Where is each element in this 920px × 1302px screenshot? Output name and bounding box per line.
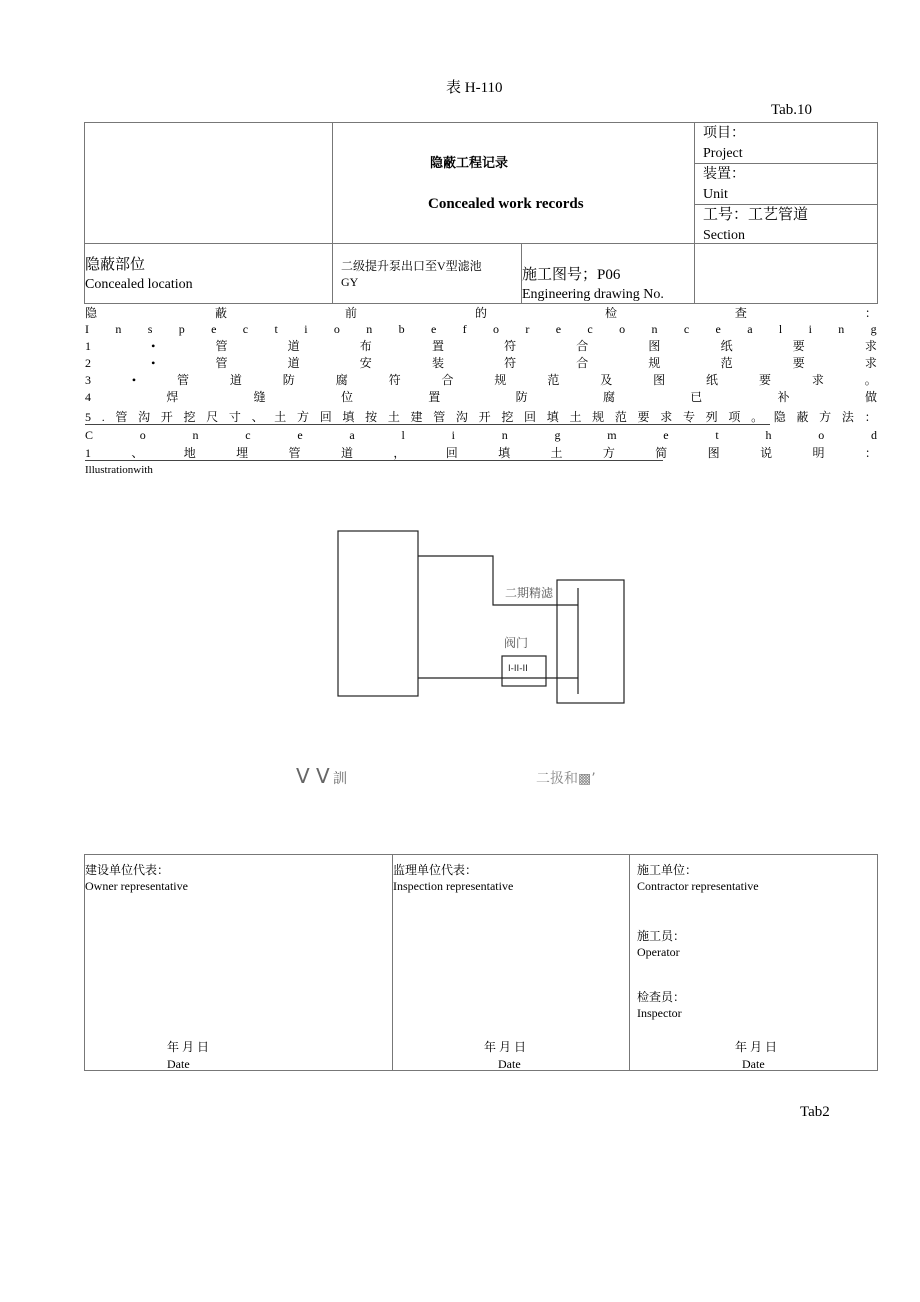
text-char: 腐: [335, 373, 348, 387]
text-char: t: [715, 428, 719, 442]
text-char: 。: [864, 373, 877, 387]
text-char: 寸: [228, 410, 241, 424]
text-char: 管: [288, 446, 301, 460]
text-char: 要: [758, 373, 771, 387]
text-char: 已: [690, 390, 703, 404]
text-char: 布: [359, 339, 372, 353]
unit-label-en: Unit: [703, 187, 728, 202]
text-char: 要: [792, 356, 805, 370]
contractor-label-cn: 施工单位：: [637, 863, 698, 877]
text-char: g: [870, 322, 877, 336]
text-char: 范: [614, 410, 627, 424]
text-char: n: [501, 428, 508, 442]
text-char: 法: [841, 410, 854, 424]
text-char: •: [151, 356, 156, 370]
text-char: e: [663, 428, 669, 442]
drawing-label-en: Engineering drawing No.: [522, 287, 664, 302]
text-char: 及: [600, 373, 613, 387]
text-char: n: [838, 322, 845, 336]
text-char: 管: [176, 373, 189, 387]
text-char: 土: [274, 410, 287, 424]
text-char: g: [554, 428, 561, 442]
text-char: 沟: [138, 410, 151, 424]
operator-label-en: Operator: [637, 945, 680, 959]
text-char: 专: [682, 410, 695, 424]
text-char: •: [131, 373, 137, 387]
text-char: 置: [428, 390, 441, 404]
text-char: 图: [648, 339, 661, 353]
contractor-date-cn: 年 月 日: [735, 1040, 778, 1054]
text-char: e: [430, 322, 437, 336]
text-char: l: [401, 428, 405, 442]
text-char: 土: [387, 410, 400, 424]
text-char: 求: [864, 339, 877, 353]
text-char: 填: [546, 410, 559, 424]
text-char: 建: [410, 410, 423, 424]
text-char: 纸: [706, 373, 719, 387]
text-char: o: [818, 428, 825, 442]
text-char: t: [274, 322, 278, 336]
pump-box: [338, 531, 418, 696]
text-char: 符: [388, 373, 401, 387]
text-char: n: [366, 322, 373, 336]
contractor-date-en: Date: [742, 1057, 765, 1071]
text-char: 道: [340, 446, 353, 460]
text-char: i: [304, 322, 308, 336]
text-char: 4: [85, 390, 91, 404]
text-char: 土: [550, 446, 563, 460]
inspection-date-en: Date: [498, 1057, 521, 1071]
text-char: 范: [720, 356, 733, 370]
text-char: 、: [131, 446, 144, 460]
text-char: 检: [604, 306, 617, 320]
contractor-label-en: Contractor representative: [637, 879, 759, 893]
inspection-date-cn: 年 月 日: [484, 1040, 527, 1054]
text-char: i: [808, 322, 812, 336]
tab-bottom-label: Tab2: [800, 1104, 830, 1120]
text-char: 图: [707, 446, 720, 460]
text-char: 1: [85, 446, 91, 460]
text-char: 方: [819, 410, 832, 424]
text-char: ：: [864, 446, 877, 460]
text-char: 管: [215, 356, 228, 370]
text-char: 填: [498, 446, 511, 460]
text-char: 方: [602, 446, 615, 460]
text-char: 隐: [85, 306, 98, 320]
text-char: C: [85, 428, 94, 442]
tab-top-label: Tab.10: [771, 102, 813, 118]
location-label-en: Concealed location: [85, 277, 193, 292]
text-char: 列: [705, 410, 718, 424]
text-char: d: [870, 428, 877, 442]
drawing-label-cn: 施工图号；P06: [522, 267, 621, 283]
text-char: 求: [660, 410, 673, 424]
text-char: 道: [287, 339, 300, 353]
text-char: 3: [85, 373, 91, 387]
project-label-cn: 项目：: [703, 126, 745, 141]
text-char: 回: [319, 410, 332, 424]
illustration-label: Illustrationwith: [85, 464, 153, 476]
text-char: 回: [524, 410, 537, 424]
title-cn: 隐蔽工程记录: [430, 156, 509, 171]
text-char: 规: [648, 356, 661, 370]
text-char: 符: [504, 339, 517, 353]
text-char: 前: [344, 306, 357, 320]
text-char: 防: [515, 390, 528, 404]
text-char: o: [333, 322, 340, 336]
text-char: e: [211, 322, 217, 336]
text-char: ，: [393, 446, 406, 460]
text-char: e: [555, 322, 562, 336]
text-char: 焊: [166, 390, 179, 404]
inspection-rep-label-en: Inspection representative: [393, 879, 514, 893]
text-char: 明: [812, 446, 825, 460]
text-char: 缝: [253, 390, 266, 404]
text-char: c: [242, 322, 249, 336]
text-char: n: [115, 322, 122, 336]
text-char: 规: [494, 373, 507, 387]
diagram-label-fitting: I-II-II: [508, 664, 528, 674]
text-char: 简: [655, 446, 668, 460]
diagram-label-upper: 二期精滤: [505, 586, 554, 600]
text-char: o: [493, 322, 500, 336]
text-char: 位: [340, 390, 353, 404]
owner-label-en: Owner representative: [85, 879, 188, 893]
text-char: p: [178, 322, 185, 336]
text-char: i: [451, 428, 455, 442]
text-char: 隐: [773, 410, 786, 424]
text-char: 置: [431, 339, 444, 353]
owner-date-cn: 年 月 日: [167, 1040, 210, 1054]
text-char: 合: [576, 356, 589, 370]
text-char: 说: [760, 446, 773, 460]
text-char: 的: [474, 306, 487, 320]
text-char: e: [297, 428, 303, 442]
text-char: 要: [637, 410, 650, 424]
text-char: 合: [576, 339, 589, 353]
section-label-en: Section: [703, 228, 745, 243]
text-char: 回: [445, 446, 458, 460]
location-value-line1: 二级提升泵出口至V型滤池: [341, 259, 482, 273]
text-char: 查: [734, 306, 747, 320]
caption-left-small: 訓: [333, 771, 347, 787]
text-char: .: [101, 410, 105, 424]
text-char: o: [139, 428, 146, 442]
inspector-label-cn: 检查员：: [637, 990, 686, 1004]
text-char: 、: [251, 410, 264, 424]
text-char: o: [619, 322, 626, 336]
text-char: n: [192, 428, 199, 442]
text-char: 蔽: [214, 306, 227, 320]
text-char: r: [525, 322, 530, 336]
text-char: 道: [229, 373, 242, 387]
text-char: 埋: [236, 446, 249, 460]
text-char: 2: [85, 356, 91, 370]
text-char: 纸: [720, 339, 733, 353]
project-label-en: Project: [703, 146, 743, 161]
text-char: 符: [504, 356, 517, 370]
inspector-label-en: Inspector: [637, 1006, 682, 1020]
text-char: 开: [478, 410, 491, 424]
text-char: 道: [287, 356, 300, 370]
text-char: 腐: [602, 390, 615, 404]
text-char: 管: [115, 410, 128, 424]
text-char: 图: [653, 373, 666, 387]
text-char: 范: [547, 373, 560, 387]
text-char: l: [778, 322, 783, 336]
text-char: n: [651, 322, 658, 336]
text-char: 尺: [206, 410, 219, 424]
filter-box: [557, 580, 624, 703]
text-char: 蔽: [796, 410, 809, 424]
text-char: 沟: [455, 410, 468, 424]
diagram-label-valve: 阀门: [504, 636, 529, 650]
text-char: c: [245, 428, 251, 442]
inspection-rep-label-cn: 监理单位代表：: [393, 863, 478, 877]
text-char: 要: [792, 339, 805, 353]
text-char: c: [683, 322, 690, 336]
text-char: 填: [342, 410, 355, 424]
text-char: 装: [431, 356, 444, 370]
text-char: 求: [811, 373, 824, 387]
text-char: 开: [160, 410, 173, 424]
text-char: 做: [864, 390, 877, 404]
caption-left-big: V V: [296, 764, 330, 788]
text-char: 防: [282, 373, 295, 387]
text-char: •: [151, 339, 156, 353]
text-char: 安: [359, 356, 372, 370]
text-char: 挖: [183, 410, 196, 424]
text-char: 求: [864, 356, 877, 370]
location-label-cn: 隐蔽部位: [85, 257, 146, 273]
text-char: 补: [777, 390, 790, 404]
text-char: 合: [441, 373, 454, 387]
text-char: e: [715, 322, 721, 336]
upper-pipe: [418, 556, 578, 605]
title-en: Concealed work records: [428, 196, 584, 212]
text-char: 方: [297, 410, 310, 424]
text-char: 管: [433, 410, 446, 424]
text-char: h: [765, 428, 772, 442]
text-char: 挖: [501, 410, 514, 424]
text-char: a: [349, 428, 355, 442]
text-char: 1: [85, 339, 91, 353]
text-char: b: [398, 322, 405, 336]
text-char: m: [607, 428, 617, 442]
text-char: a: [747, 322, 753, 336]
form-number: 表 H-110: [446, 80, 503, 96]
text-char: f: [462, 322, 467, 336]
text-char: 按: [365, 410, 378, 424]
section-label-cn: 工号：工艺管道: [703, 207, 809, 223]
location-value-line2: GY: [341, 275, 359, 289]
text-char: c: [587, 322, 593, 336]
text-char: I: [85, 322, 89, 336]
operator-label-cn: 施工员：: [637, 929, 686, 943]
text-char: 。: [751, 410, 764, 424]
text-char: 5: [85, 410, 91, 424]
text-char: 土: [569, 410, 582, 424]
text-char: ：: [864, 306, 877, 320]
owner-label-cn: 建设单位代表：: [85, 863, 170, 877]
caption-right: 二扱和▩’: [536, 771, 596, 787]
text-char: 地: [183, 446, 196, 460]
text-char: 规: [592, 410, 605, 424]
text-char: 管: [215, 339, 228, 353]
text-char: ：: [864, 410, 877, 424]
text-char: 项: [728, 410, 741, 424]
owner-date-en: Date: [167, 1057, 190, 1071]
unit-label-cn: 装置：: [703, 167, 745, 182]
text-char: s: [147, 322, 153, 336]
